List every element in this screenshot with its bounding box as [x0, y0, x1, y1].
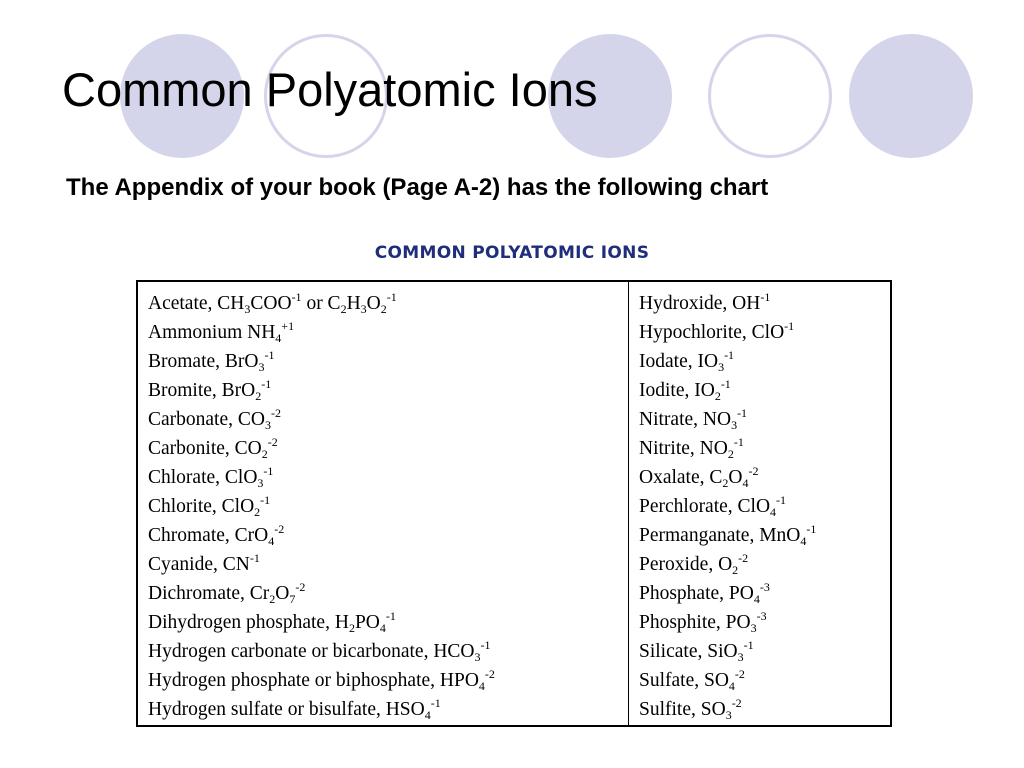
- ion-column-left: [138, 282, 629, 725]
- ion-entry: Perchlorate, ClO$_4^{-1}$: [639, 493, 787, 519]
- ion-entry: Bromite, BrO$_2^{-1}$: [148, 377, 272, 403]
- ion-entry: Phosphate, $PO_4^{-3}$: [639, 580, 770, 606]
- ion-entry: Bromate, BrO$_3^{-1}$: [148, 348, 275, 374]
- ion-entry: Iodite, $IO_2^{-1}$: [639, 377, 731, 403]
- ion-entry: Iodate, $IO_3^{-1}$: [639, 348, 735, 374]
- ion-entry: Dihydrogen phosphate, $H_2PO_4^{-1}$: [148, 609, 396, 635]
- ion-entry: Carbonate, $CO_3^{-2}$: [148, 406, 281, 432]
- ion-entry: Nitrite, $NO_2^{-1}$: [639, 435, 744, 461]
- decorative-circle: [849, 34, 973, 158]
- decorative-circle: [708, 34, 832, 158]
- ion-entry: Chlorite, ClO$_2^{-1}$: [148, 493, 271, 519]
- ion-entry: Chromate, CrO$_4^{-2}$: [148, 522, 285, 548]
- ion-entry: Silicate, SiO$_3^{-1}$: [639, 638, 754, 664]
- ion-entry: Oxalate, $C_2O_4^{-2}$: [639, 464, 759, 490]
- ion-entry: Sulfite, $SO_3^{-2}$: [639, 696, 742, 722]
- ion-entry: Hydroxide, $OH^{-1}$: [639, 290, 771, 314]
- ion-entry: Cyanide, $CN^{-1}$: [148, 551, 260, 575]
- ion-entry: Hypochlorite, ClO$^{-1}$: [639, 319, 795, 343]
- ion-entry: Dichromate, $Cr_2O_7^{-2}$: [148, 580, 306, 606]
- ion-entry: Acetate, $CH_3COO^{-1}$ or $C_2H_3O_2^{-1}$: [148, 290, 397, 316]
- ion-entry: Hydrogen sulfate or bisulfate, $HSO_4^{-1}$: [148, 696, 441, 722]
- ion-entry: Ammonium $NH_4^{+1}$: [148, 319, 295, 345]
- ion-column-right: [629, 282, 890, 725]
- table-caption: COMMON POLYATOMIC IONS: [374, 243, 650, 263]
- ion-entry: Nitrate, $NO_3^{-1}$: [639, 406, 748, 432]
- ion-entry: Hydrogen carbonate or bicarbonate, $HCO_3^{-1}$: [148, 638, 491, 664]
- ion-entry: Chlorate, ClO$_3^{-1}$: [148, 464, 274, 490]
- ion-entry: Peroxide, $O_2^{-2}$: [639, 551, 749, 577]
- ion-entry: Phosphite, $PO_3^{-3}$: [639, 609, 767, 635]
- ion-entry: Carbonite, $CO_2^{-2}$: [148, 435, 278, 461]
- slide-subtitle: The Appendix of your book (Page A-2) has the following chart: [66, 174, 769, 201]
- ion-entry: Permanganate, MnO$_4^{-1}$: [639, 522, 817, 548]
- ion-entry: Hydrogen phosphate or biphosphate, $HPO_4^{-2}$: [148, 667, 495, 693]
- slide-title: Common Polyatomic Ions: [62, 63, 598, 116]
- polyatomic-ion-table: [136, 280, 892, 727]
- ion-entry: Sulfate, $SO_4^{-2}$: [639, 667, 745, 693]
